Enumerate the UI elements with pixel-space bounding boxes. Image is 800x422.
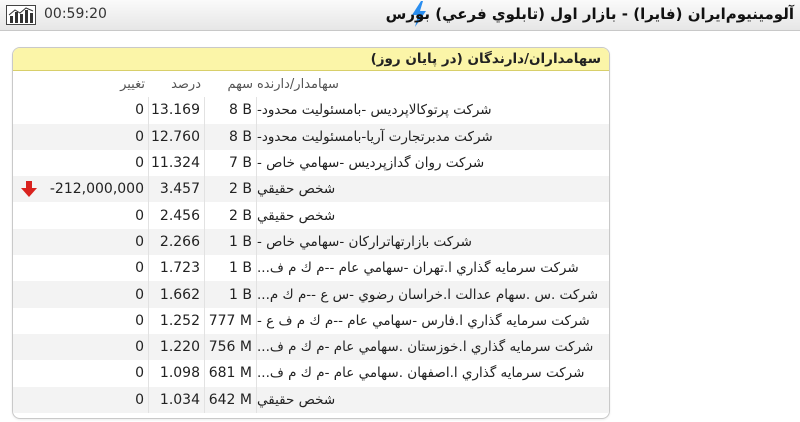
cell-holder-name: شركت سرمايه گذاري ا.تهران -سهامي عام --م ك م ف... (257, 260, 579, 277)
change-indicator-empty (19, 202, 39, 228)
cell-percent: 1.252 (149, 308, 205, 334)
table-row[interactable] (13, 202, 609, 228)
cell-percent: 1.098 (149, 360, 205, 386)
cell-percent: 2.456 (149, 202, 205, 228)
table-row[interactable] (13, 255, 609, 281)
cell-percent: 1.662 (149, 281, 205, 307)
cell-share: 8 B (205, 97, 257, 123)
column-header-name: سهامدار/دارنده (257, 76, 339, 92)
cell-change: 0 (39, 97, 149, 123)
cell-percent: 13.169 (149, 97, 205, 123)
change-indicator-empty (19, 387, 39, 413)
table-header-row (13, 71, 609, 97)
cell-change: 0 (39, 124, 149, 150)
cell-share: 642 M (205, 387, 257, 413)
cell-percent: 11.324 (149, 150, 205, 176)
down-arrow-icon (19, 176, 39, 202)
cell-share: 2 B (205, 202, 257, 228)
table-row[interactable] (13, 360, 609, 386)
cell-change: 0 (39, 334, 149, 360)
cell-change: 0 (39, 150, 149, 176)
cell-change: 0 (39, 202, 149, 228)
cell-holder-name: شخص حقيقي (257, 207, 336, 224)
cell-change: 0 (39, 281, 149, 307)
cell-percent: 1.220 (149, 334, 205, 360)
top-bar (0, 0, 800, 31)
change-indicator-empty (19, 229, 39, 255)
cell-change: 0 (39, 229, 149, 255)
column-header-share: سهم (227, 76, 253, 92)
cell-share: 1 B (205, 255, 257, 281)
cell-change: 0 (39, 308, 149, 334)
cell-holder-name: شركت سرمايه گذاري ا.فارس -سهامي عام --م ك م ف ع - (257, 312, 590, 329)
cell-holder-name: شخص حقيقي (257, 181, 336, 198)
cell-share: 777 M (205, 308, 257, 334)
column-header-percent: درصد (171, 76, 201, 92)
table-row[interactable] (13, 124, 609, 150)
change-indicator-empty (19, 124, 39, 150)
change-indicator-empty (19, 97, 39, 123)
clock-display: 00:59:20 (44, 6, 107, 22)
cell-percent: 1.723 (149, 255, 205, 281)
change-indicator-empty (19, 255, 39, 281)
cell-percent: 3.457 (149, 176, 205, 202)
change-indicator-empty (19, 360, 39, 386)
cell-holder-name: شركت پرتوكالاپرديس -بامسئوليت محدود- (257, 102, 492, 119)
cell-holder-name: شركت مدبرتجارت آريا-بامسئوليت محدود- (257, 128, 493, 145)
cell-holder-name: شركت سرمايه گذاري ا.اصفهان .سهامي عام -م ك م ف... (257, 365, 585, 382)
shareholders-panel (12, 47, 610, 419)
cell-share: 7 B (205, 150, 257, 176)
change-indicator-empty (19, 281, 39, 307)
table-row[interactable] (13, 229, 609, 255)
page-title: آلومينيوم‌ايران (فايرا) - بازار اول (تابلوي فرعي) بورس (385, 5, 794, 23)
bar-chart-icon[interactable] (6, 5, 36, 25)
cell-holder-name: شركت روان گدازپرديس -سهامي خاص - (257, 155, 485, 172)
cell-share: 1 B (205, 229, 257, 255)
table-row[interactable] (13, 387, 609, 413)
cell-percent: 2.266 (149, 229, 205, 255)
table-row[interactable] (13, 150, 609, 176)
table-row[interactable] (13, 334, 609, 360)
table-row[interactable] (13, 281, 609, 307)
cell-holder-name: شخص حقيقي (257, 391, 336, 408)
column-header-change: تغيير (120, 76, 145, 92)
cell-percent: 1.034 (149, 387, 205, 413)
cell-share: 756 M (205, 334, 257, 360)
cell-holder-name: شركت بازارتهاتراركان -سهامي خاص - (257, 233, 472, 250)
cell-share: 681 M (205, 360, 257, 386)
shareholders-table (13, 71, 609, 413)
cell-change: -212,000,000 (39, 176, 149, 202)
cell-share: 1 B (205, 281, 257, 307)
cell-change: 0 (39, 360, 149, 386)
table-row[interactable] (13, 308, 609, 334)
table-row[interactable] (13, 97, 609, 123)
panel-header: سهامداران/دارندگان (در پايان روز) (13, 48, 609, 71)
change-indicator-empty (19, 334, 39, 360)
cell-change: 0 (39, 255, 149, 281)
cell-share: 2 B (205, 176, 257, 202)
cell-share: 8 B (205, 124, 257, 150)
change-indicator-empty (19, 308, 39, 334)
cell-change: 0 (39, 387, 149, 413)
table-row[interactable] (13, 176, 609, 202)
cell-percent: 12.760 (149, 124, 205, 150)
change-indicator-empty (19, 150, 39, 176)
cell-holder-name: شركت .س .سهام عدالت ا.خراسان رضوي -س ع --م ك م... (257, 286, 599, 303)
cell-holder-name: شركت سرمايه گذاري ا.خوزستان .سهامي عام -م ك م ف... (257, 339, 594, 356)
